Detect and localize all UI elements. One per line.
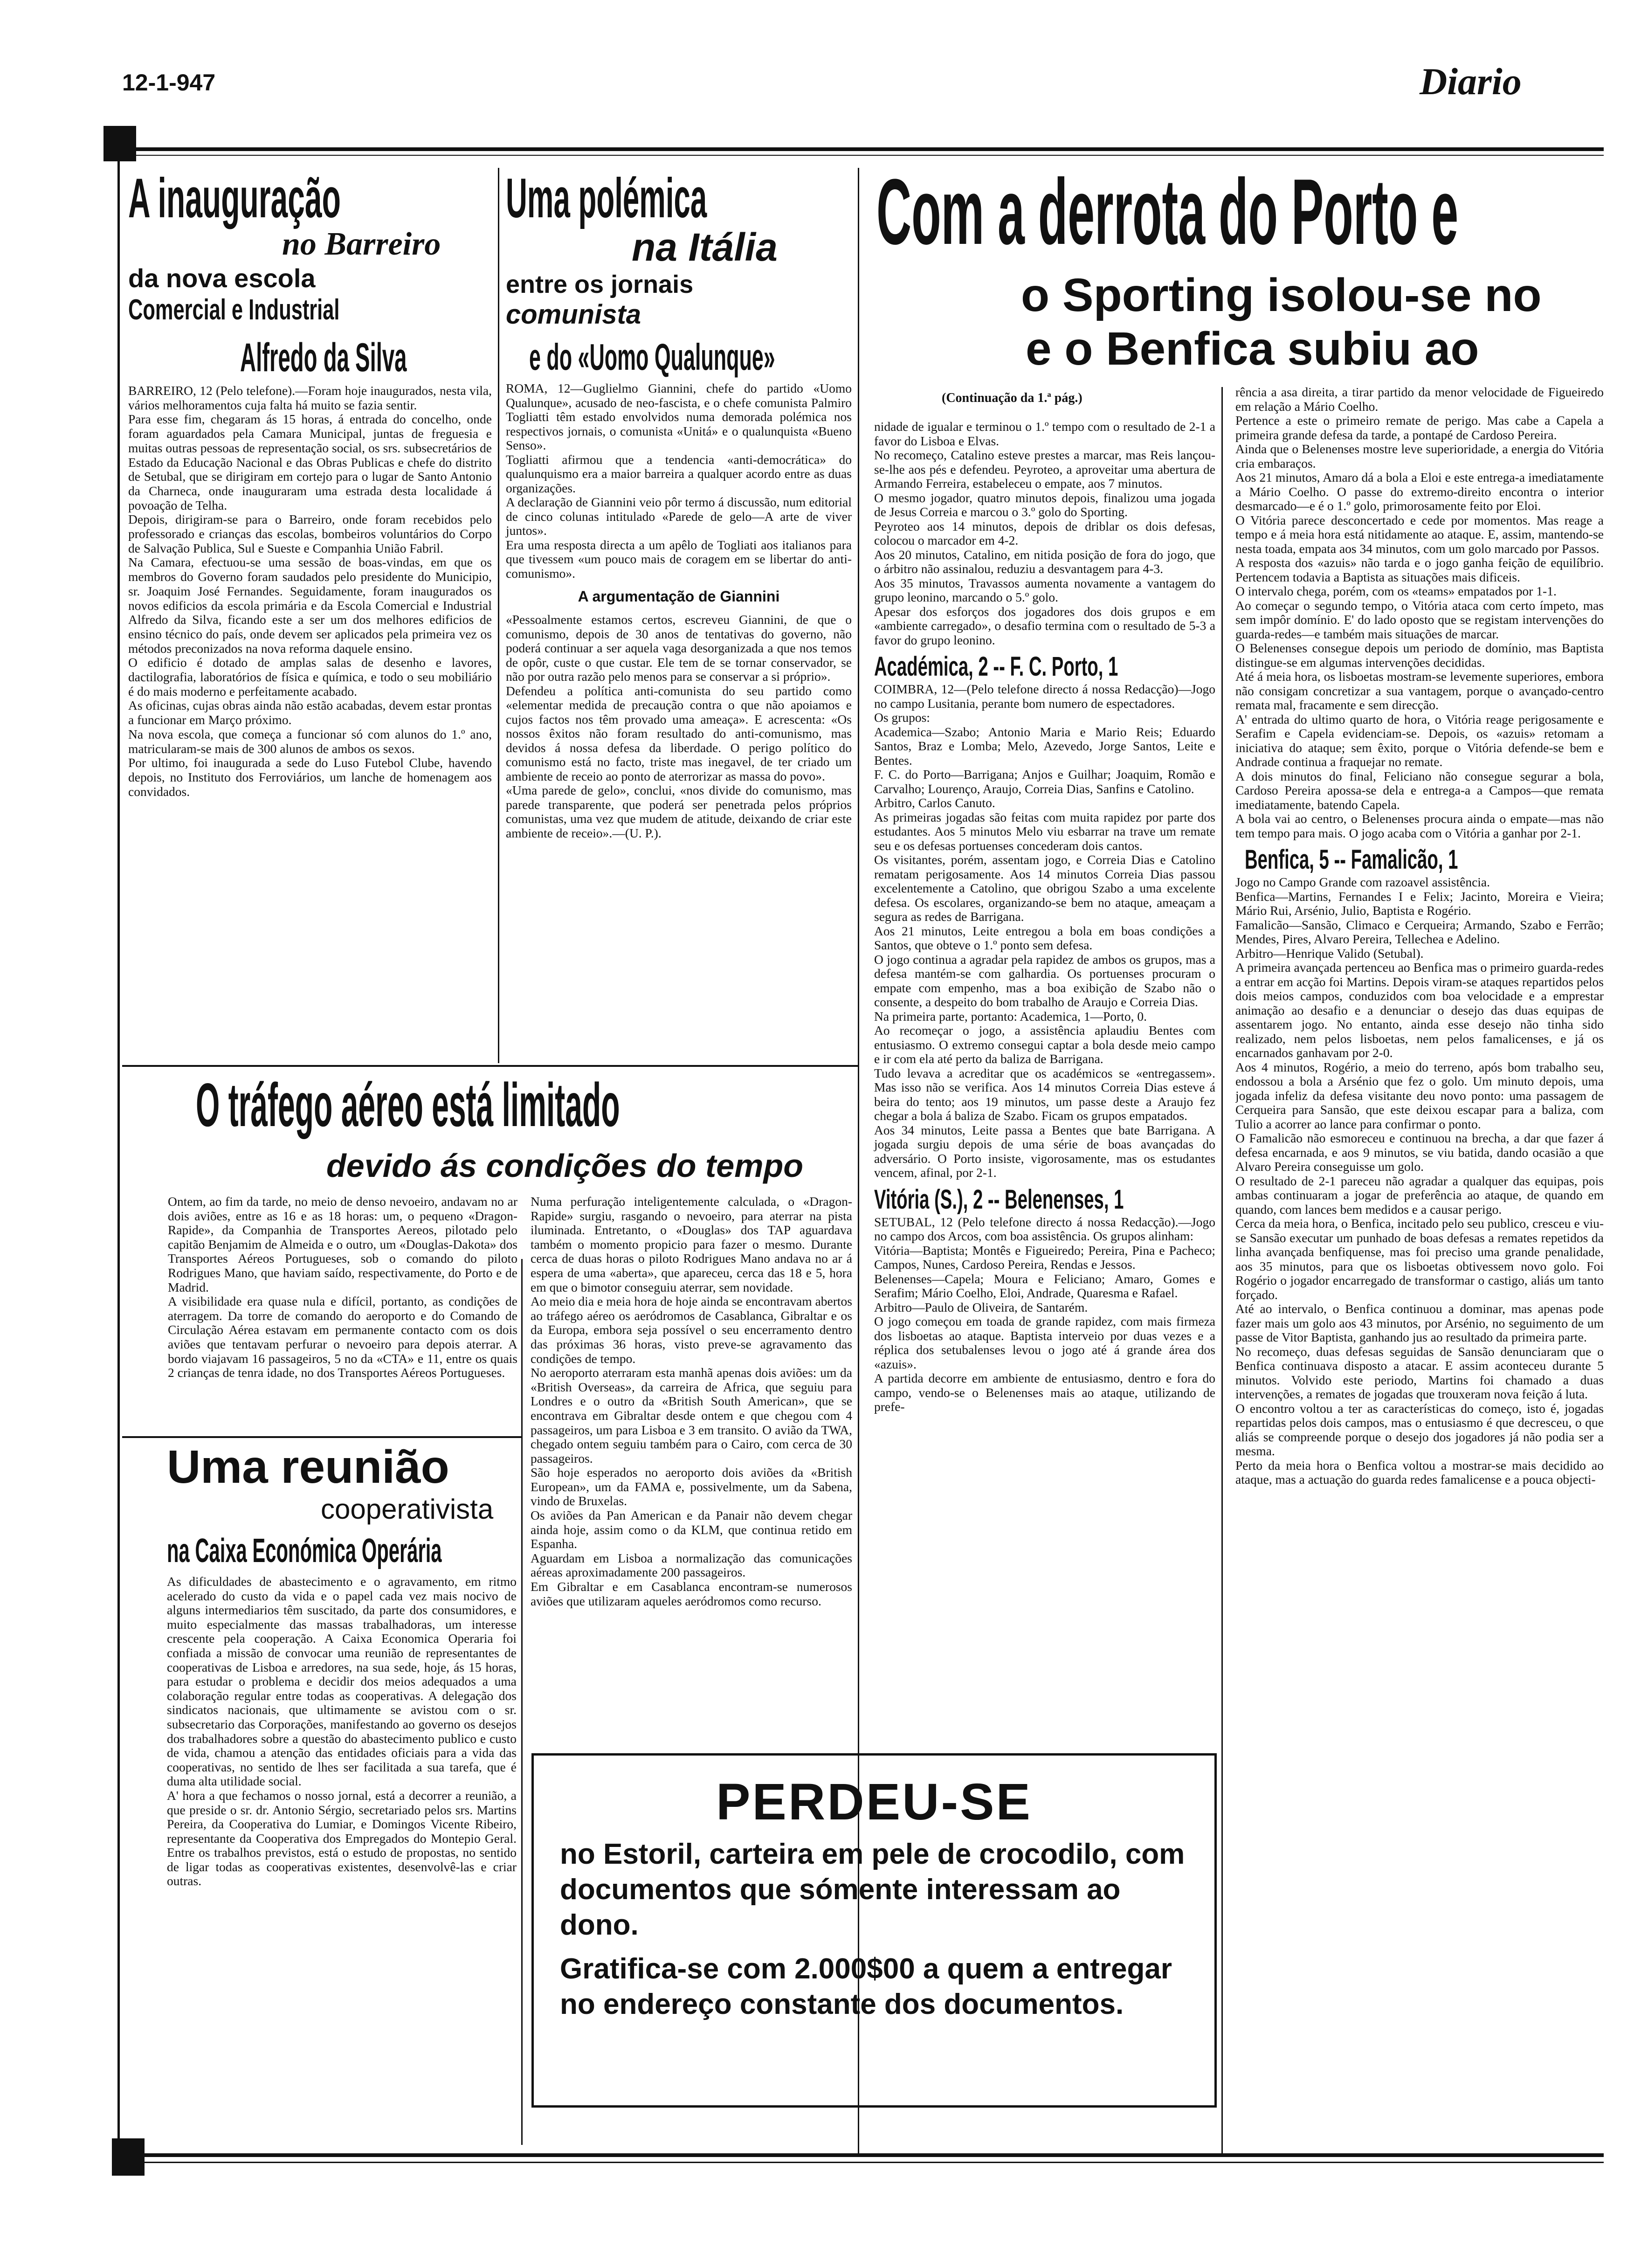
subheadline: devido ás condições do tempo: [326, 1148, 803, 1184]
headline: Uma polémica: [506, 167, 707, 229]
continuation-note: (Continuação da 1.ª pág.): [942, 391, 1083, 405]
bottom-rule-thin: [112, 2162, 1604, 2163]
body-text: SETUBAL, 12 (Pelo telefone directo á nossa Redacção).—Jogo no campo dos Arcos, com boa assistência. Os grupos alinham: Vitória—Baptista; Montês e Figueiredo; Pereira, Pina e Pacheco; Campos, Nunes, Cardoso Pereira, Rendas e Jessos. Belenenses—Capela; Moura e Feliciano; Amaro, Gomes e Serafim; Mário Coelho, Eloi, Andrade, Quaresma e Rafael. Arbitro—Paulo de Oliveira, de Santarém. O jogo começou em toada de grande rapidez, com mais firmeza dos lisboetas ao ataque. Baptista interveio por duas vezes e a réplica dos setubalenses levou o jogo até á grande área dos «azuis». A partida decorre em ambiente de entusiasmo, dentro e fora do campo, vendo-se o Belenenses mais ao ataque, utilizando de prefe-: [874, 1214, 1215, 1414]
headline: O tráfego aéreo está limitado: [196, 1071, 620, 1139]
classified-ad: [531, 1753, 1217, 2108]
body-text: Jogo no Campo Grande com razoavel assistência. Benfica—Martins, Fernandes I e Felix; Jacinto, Moreira e Vieira; Mário Rui, Arsénio, Julio, Baptista e Rogério. Famalicão—Sansão, Climaco e Cerqueira; Armando, Szabo e Ferrão; Mendes, Pires, Alvaro Pereira, Tellechea e Adelino. Arbitro—Henrique Valido (Setubal). A primeira avançada pertenceu ao Benfica mas o primeiro guarda-redes a entrar em acção foi Martins. Depois viram-se ataques repartidos pelos dois meios campos, conduzidos com boa velocidade e a emprestar animação ao desafio e a denunciar o desejo das duas equipas de assentarem jogo. No entanto, ainda esse desejo não tinha sido realizado, nem pelos lisboetas, nem pelos famalicenses, e já os encarnados ganhavam por 2-0. Aos 4 minutos, Rogério, a meio do terreno, após bom trabalho seu, endossou a bola a Arsénio que fez o golo. Um minuto depois, uma jogada infeliz da defesa visitante deu novo ponto: uma passagem de Cerqueira para Sansão, que este deixou escapar para a baliza, com Tulio a acorrer ao lance para confirmar o ponto. O Famalicão não esmoreceu e continuou na brecha, a dar que fazer á defesa encarnada, e aos 9 minutos, se viu batida, dando ocasião a que Alvaro Pereira conseguisse um golo. O resultado de 2-1 pareceu não agradar a qualquer das equipas, pois ambas continuaram a jogar de preferência ao ataque, de quando em quando, com lances bem medidos e a causar perigo. Cerca da meia hora, o Benfica, incitado pelo seu publico, cresceu e viu-se Sansão executar um punhado de boas defesas a remates repetidos da linha avançada benfiquense, mas foi preciso uma grande penalidade, aos 35 minutos, para que os lisboetas obtivessem novo golo. Foi Rogério o jogador encarregado de transformar o castigo, aliás um tanto forçado. Até ao intervalo, o Benfica continuou a dominar, mas apenas pode fazer mais um golo aos 43 minutos, por Arsénio, no seguimento de um passe de Vitor Baptista, ganhando jus ao resultado da primeira parte. No recomeço, duas defesas seguidas de Sansão denunciaram que o Benfica continuava disposto a atacar. E assim aconteceu durante 5 minutos. Volvido este periodo, Martins foi chamado a duas intervenções, a remates de jogadas que trouxeram nova feição á luta. O encontro voltou a ter as características do começo, isto é, jogadas repartidas pelos dois campos, mas o entusiasmo é que decresceu, o que aliás se compreende porque o desejo dos jogadores já não podia ser a mesma. Perto da meia hora o Benfica voltou a mostrar-se mais decidido ao ataque, mas a actuação do guarda redes famalicense e a pouca objecti-: [1235, 875, 1604, 1487]
subheadline: da nova escola: [128, 263, 316, 293]
issue-date: 12-1-947: [122, 69, 216, 96]
match-headline: Benfica, 5 -- Famalicão, 1: [1245, 844, 1458, 875]
top-rule: [112, 147, 1604, 151]
body-text: Numa perfuração inteligentemente calculada, o «Dragon-Rapide» surgiu, rasgando o nevoeiro, para aterrar na pista iluminada. Entretanto, o «Douglas» dos TAP aguardava também o momento propicio para fazer o mesmo. Durante cerca de duas horas o piloto Rodrigues Mano andava no ar á espera de uma «aberta», que apareceu, cerca das 18 e 5, hora em que o bimotor conseguiu aterrar, sem novidade. Ao meio dia e meia hora de hoje ainda se encontravam abertos ao tráfego aéreo os aeródromos de Casablanca, Gibraltar e os da Europa, embora seja possível o seu encerramento dentro das próximas 36 horas, visto preve-se agravamento das condições de tempo. No aeroporto aterraram esta manhã apenas dois aviões: um da «British Overseas», da carreira de Africa, que seguiu para Londres e o outro da «British South American», que se encontrava em Gibraltar desde ontem e que chegou com 4 passageiros, um para Lisboa e 3 em transito. O avião da TWA, chegado ontem seguiu também para o Cairo, com cerca de 30 passageiros. São hoje esperados no aeroporto dois aviões da «British European», um da FAMA e, possivelmente, um da Sabena, vindo de Bruxelas. Os aviões da Pan American e da Panair não devem chegar ainda hoje, assim como o da KLM, que continua retido em Espanha. Aguardam em Lisboa a normalização das comunicações aéreas aproximadamente 200 passageiros. Em Gibraltar e em Casablanca encontram-se numerosos aviões que utilizaram aqueles aeródromos como recurso.: [531, 1194, 852, 1608]
body-text: BARREIRO, 12 (Pelo telefone).—Foram hoje inaugurados, nesta vila, vários melhoramentos cuja falta há muito se fazia sentir. Para esse fim, chegaram ás 15 horas, á entrada do concelho, onde foram aguardados pela Camara Municipal, juntas de freguesia e muitas outras pessoas de representação social, os srs. subsecretários de Estado da Educação Nacional e das Obras Publicas e chefe do distrito de Setubal, que se dirigiram em cortejo para o lugar de Santo Antonio da Charneca, onde inauguraram uma estrada desta localidade á povoação de Telha. Depois, dirigiram-se para o Barreiro, onde foram recebidos pelo professorado e crianças das escolas, bombeiros voluntários do Corpo de Salvação Publica, Sul e Sueste e Companhia União Fabril. Na Camara, efectuou-se uma sessão de boas-vindas, em que os membros do Governo foram saudados pelo presidente do Municipio, sr. Joaquim José Fernandes. Seguidamente, foram inaugurados os novos edificios da escola primária e da Escola Comercial e Industrial Alfredo da Silva, ficando este a ser um dos melhores edificios de ensino técnico do país, onde devem ser aplicados pela primeira vez os métodos preconizados na nova reforma daquele ensino. O edificio é dotado de amplas salas de desenho e lavores, dactilografia, laboratórios de física e química, e todo o seu mobiliário é do mais moderno e perfeitamente acabado. As oficinas, cujas obras ainda não estão acabadas, devem estar prontas a funcionar em Março próximo. Na nova escola, que começa a funcionar só com alunos do 1.º ano, matricularam-se mais de 300 alunos de ambos os sexos. Por ultimo, foi inaugurada a sede do Luso Futebol Clube, havendo depois, no Instituto dos Ferroviários, um lanche de homenagem aos convidados.: [128, 383, 492, 799]
subheadline: na Itália: [632, 225, 778, 269]
subheadline: cooperativista: [321, 1494, 494, 1525]
subheadline: o Sporting isolou-se no: [1021, 269, 1542, 321]
headline: Com a derrota do Porto e: [876, 160, 1459, 264]
subheadline: e do «Uomo Qualunque»: [529, 336, 775, 378]
corner-marker-bottom: [112, 2138, 145, 2176]
col-divider-1: [498, 168, 499, 1063]
article-reuniao: [167, 1441, 517, 1888]
subhead: A argumentação de Giannini: [578, 588, 780, 605]
subheadline: Alfredo da Silva: [240, 335, 407, 380]
body-text: COIMBRA, 12—(Pelo telefone directo á nossa Redacção)—Jogo no campo Lusitania, perante bom numero de espectadores. Os grupos: Academica—Szabo; Antonio Maria e Mario Reis; Eduardo Santos, Braz e Lomba; Melo, Azevedo, Jorge Santos, Leite e Bentes. F. C. do Porto—Barrigana; Anjos e Guilhar; Joaquim, Romão e Carvalho; Lourenço, Araujo, Correia Dias, Sanfins e Catolino. Arbitro, Carlos Canuto. As primeiras jogadas são feitas com muita rapidez por parte dos estudantes. Aos 5 minutos Melo viu esbarrar na trave um remate seu e os defesas portuenses concederam dois cantos. Os visitantes, porém, assentam jogo, e Correia Dias e Catolino rematam perigosamente. Aos 14 minutos Correia Dias passou excelentemente a Catolino, que obrigou Szabo a uma excelente defesa. Os escolares, organizando-se bem no ataque, ameaçam a segura as redes de Barrigana. Aos 21 minutos, Leite entregou a bola em boas condições a Santos, que obteve o 1.º ponto sem defesa. O jogo continua a agradar pela rapidez de ambos os grupos, mas a defesa mantém-se com galhardia. Os portuenses procuram o empate com empenho, mas a boa exibição de Szabo não o consente, a despeito do bom trabalho de Araujo e Correia Dias. Na primeira parte, portanto: Academica, 1—Porto, 0. Ao recomeçar o jogo, a assistência aplaudiu Bentes com entusiasmo. O extremo consegui captar a bola desde meio campo e ir com ela até perto da baliza de Barrigana. Tudo levava a acreditar que os académicos se «entregassem». Mas isso não se verifica. Aos 14 minutos Correia Dias esteve á beira do tento; aos 19 minutos, um passe deste a Araujo fez chegar a bola á baliza de Szabo. Ficam os grupos empatados. Aos 34 minutos, Leite passa a Bentes que bate Barrigana. A jogada surgiu depois de uma série de boas avançadas do adversário. O Porto insiste, vigorosamente, mas os estudantes vencem, afinal, por 2-1.: [874, 682, 1215, 1180]
headline: A inauguração: [128, 167, 341, 229]
article-trafego: [196, 1072, 858, 1138]
article-polemica: [506, 168, 852, 840]
left-border: [117, 154, 120, 2164]
sports-column-b: [1235, 385, 1604, 2148]
sports-column-a: [874, 420, 1215, 1414]
subheadline: comunista: [506, 299, 641, 330]
corner-marker: [103, 126, 136, 161]
headline: Uma reunião: [167, 1441, 449, 1493]
ad-title: PERDEU-SE: [716, 1773, 1032, 1831]
section-rule: [122, 1065, 859, 1067]
top-rule-thin: [112, 155, 1604, 156]
match-headline: Académica, 2 -- F. C. Porto, 1: [874, 651, 1118, 682]
body-text: nidade de igualar e terminou o 1.º tempo com o resultado de 2-1 a favor do Lisboa e Elvas. No recomeço, Catalino esteve prestes a marcar, mas Reis lançou-se-lhe aos pés e defendeu. Peyroteo, a aproveitar uma abertura de Armando Ferreira, estabeleceu o empate, aos 7 minutos. O mesmo jogador, quatro minutos depois, finalizou uma jogada de Jesus Correia e marcou o 3.º golo do Sporting. Peyroteo aos 14 minutos, depois de driblar os dois defesas, colocou o marcador em 4-2. Aos 20 minutos, Catalino, em nitida posição de fora do jogo, que o árbitro não assinalou, reduziu a desvantagem para 4-3. Aos 35 minutos, Travassos aumenta novamente a vantagem do grupo leonino, marcando o 5.º golo. Apesar dos esforços dos jogadores dos dois grupos e em «ambiente carregado», o desafio termina com o resultado de 5-3 a favor do grupo leonino.: [874, 419, 1215, 647]
subheadline: Comercial e Industrial: [128, 294, 340, 326]
ad-text: no Estoril, carteira em pele de crocodilo, com documentos que sómente interessam ao dono.: [560, 1838, 1185, 1941]
body-text: rência a asa direita, a tirar partido da menor velocidade de Figueiredo em relação a Mário Coelho. Pertence a este o primeiro remate de perigo. Mas cabe a Capela a primeira grande defesa da tarde, a pontapé de Cardoso Pereira. Ainda que o Belenenses mostre leve superioridade, a energia do Vitória cria embaraços. Aos 21 minutos, Amaro dá a bola a Eloi e este entrega-a imediatamente a Mário Coelho. O passe do extremo-direito encontra o interior desmarcado—e é o 1.º golo, primorosamente feito por Eloi. O Vitória parece desconcertado e cede por momentos. Mas reage a tempo e á meia hora está nitidamente ao ataque. E, assim, mantendo-se nesta toada, empata aos 34 minutos, com um golo marcado por Passos. A resposta dos «azuis» não tarda e o jogo ganha feição de equilíbrio. Pertencem todavia a Baptista as situações mais dificeis. O intervalo chega, porém, com os «teams» empatados por 1-1. Ao começar o segundo tempo, o Vitória ataca com certo ímpeto, mas sem impôr domínio. E' do lado oposto que se registam intervenções do guarda-redes—e também mais situações de marcar. O Belenenses consegue depois um periodo de domínio, mas Baptista distingue-se em algumas intervenções decididas. Até á meia hora, os lisboetas mostram-se levemente superiores, embora não consigam concretizar a sua vantagem, porque o avançado-centro remata mal, fracamente e sem direcção. A' entrada do ultimo quarto de hora, o Vitória reage perigosamente e Serafim e Capela evidenciam-se. Depois, os «azuis» retomam a iniciativa do ataque; sem êxito, porque o Vitória defende-se bem e Andrade continua a fraquejar no remate. A dois minutos do final, Feliciano não consegue segurar a bola, Cardoso Pereira apossa-se dela e entrega-a a Campos—que remata imediatamente, batendo Capela. A bola vai ao centro, o Belenenses procura ainda o empate—mas não tem tempo para mais. O jogo acaba com o Vitória a ganhar por 2-1.: [1235, 385, 1604, 840]
article-sporting: [876, 160, 1608, 376]
body-text: Ontem, ao fim da tarde, no meio de denso nevoeiro, andavam no ar dois aviões, entre as 16 e as 18 horas: um, o pequeno «Dragon-Rapide», da Companhia de Transportes Aereos, pilotado pelo capitão Benjamim de Almeida e o outro, um «Douglas-Dakota» dos Transportes Aéreos Portugueses, sob o comando do piloto Rodrigues Mano, que haviam saído, respectivamente, do Porto e de Madrid. A visibilidade era quase nula e difícil, portanto, as condições de aterragem. Da torre de comando do aeroporto e do Comando de Circulação Aérea estavam em permanente contacto com os dois aviões que tentavam perfurar o nevoeiro para depois aterrar. A bordo viajavam 16 passageiros, 5 no da «CTA» e 11, entre os quais 2 crianças de tenra idade, no dos Transportes Aéreos Portugueses.: [168, 1194, 517, 1380]
match-headline: Vitória (S.), 2 -- Belenenses, 1: [874, 1184, 1124, 1215]
body-text: ROMA, 12—Guglielmo Giannini, chefe do partido «Uomo Qualunque», acusado de neo-fascista, e o chefe comunista Palmiro Togliatti têm estado envolvidos numa demorada polémica nos respectivos jornais, o comunista «Unitá» e o qualunquista «Bueno Senso». Togliatti afirmou que a tendencia «anti-democrática» do qualunquismo era a maior barreira a qualquer acordo entre as duas organizações. A declaração de Giannini veio pôr termo á discussão, num editorial de cinco colunas intitulado «Parede de gelo—A arte de viver juntos». Era uma resposta directa a um apêlo de Togliati aos italianos para que tivessem «um pouco mais de coragem em se libertar do anti-comunismo».: [506, 381, 852, 581]
section-rule: [122, 1436, 521, 1438]
ad-text: Gratifica-se com 2.000$00 a quem a entregar no endereço constante dos documentos.: [560, 1953, 1172, 2020]
col-divider-3: [1221, 387, 1223, 2154]
subheadline: e o Benfica subiu ao: [1026, 323, 1479, 375]
article-inauguracao: [128, 168, 492, 799]
subheadline: no Barreiro: [282, 226, 441, 262]
masthead: Diario: [1420, 60, 1522, 103]
subheadline: entre os jornais: [506, 270, 694, 298]
body-text: As dificuldades de abastecimento e o agravamento, em ritmo acelerado do custo da vida e o papel cada vez mais nocivo de alguns intermediarios têm suscitado, da parte dos consumidores, e muito especialmente das massas trabalhadoras, um interesse crescente pela cooperação. A Caixa Economica Operaria foi confiada a missão de convocar uma reunião de representantes de cooperativas de Lisboa e arredores, na sua sede, hoje, ás 15 horas, para estudar o problema e decidir dos meios adequados a uma colaboração regular entre todas as cooperativas. A delegação dos sindicatos nacionais, que ultimamente se avistou com o sr. subsecretario das Corporações, manifestando ao governo os desejos dos trabalhadores sobre a questão do abastecimento publico e custo de vida, chamou a atenção das entidades oficiais para a vida das cooperativas, no sentido de lhes ser facilitada a sua tarefa, que é duma alta utilidade social. A' hora a que fechamos o nosso jornal, está a decorrer a reunião, a que preside o sr. dr. Antonio Sérgio, secretariado pelos srs. Martins Pereira, da Cooperativa do Lumiar, e Domingos Vicente Ribeiro, representante da Cooperativa dos Empregados do Montepio Geral. Entre os trabalhos previstos, está o estudo de propostas, no sentido de ligar todas as cooperativas existentes, desenvolvê-las e criar outras.: [167, 1574, 517, 1888]
body-text: «Pessoalmente estamos certos, escreveu Giannini, de que o comunismo, depois de 30 anos de tentativas do governo, não poderá continuar a ser aquela vaga desorganizada a que nos temos de opôr, custe o que custar. Ele tem de se tornar conservador, se não por outra razão pelo menos para se conservar a si próprio». Defendeu a política anti-comunista do seu partido como «elementar medida de precaução contra o que não apoiamos e cujos factos nos têm provado uma ameaça». E acrescenta: «Os nossos êxitos não foram resultado do anti-comunismo, mas devidos á nossa defesa da liberdade. O perigo político do comunismo está no facto, triste mas inegavel, de ter criado um ambiente de receio ao ponto de aterrorizar as massa do povo». «Uma parede de gelo», conclui, «nos divide do comunismo, mas parede transparente, que poderá ser penetrada pelos próprios comunistas, uma vez que mudem de atitude, deixando de criar este ambiente de receio».—(U. P.).: [506, 612, 852, 840]
subheadline: na Caixa Económica Operária: [167, 1532, 442, 1570]
col-divider-4: [521, 1259, 523, 2145]
